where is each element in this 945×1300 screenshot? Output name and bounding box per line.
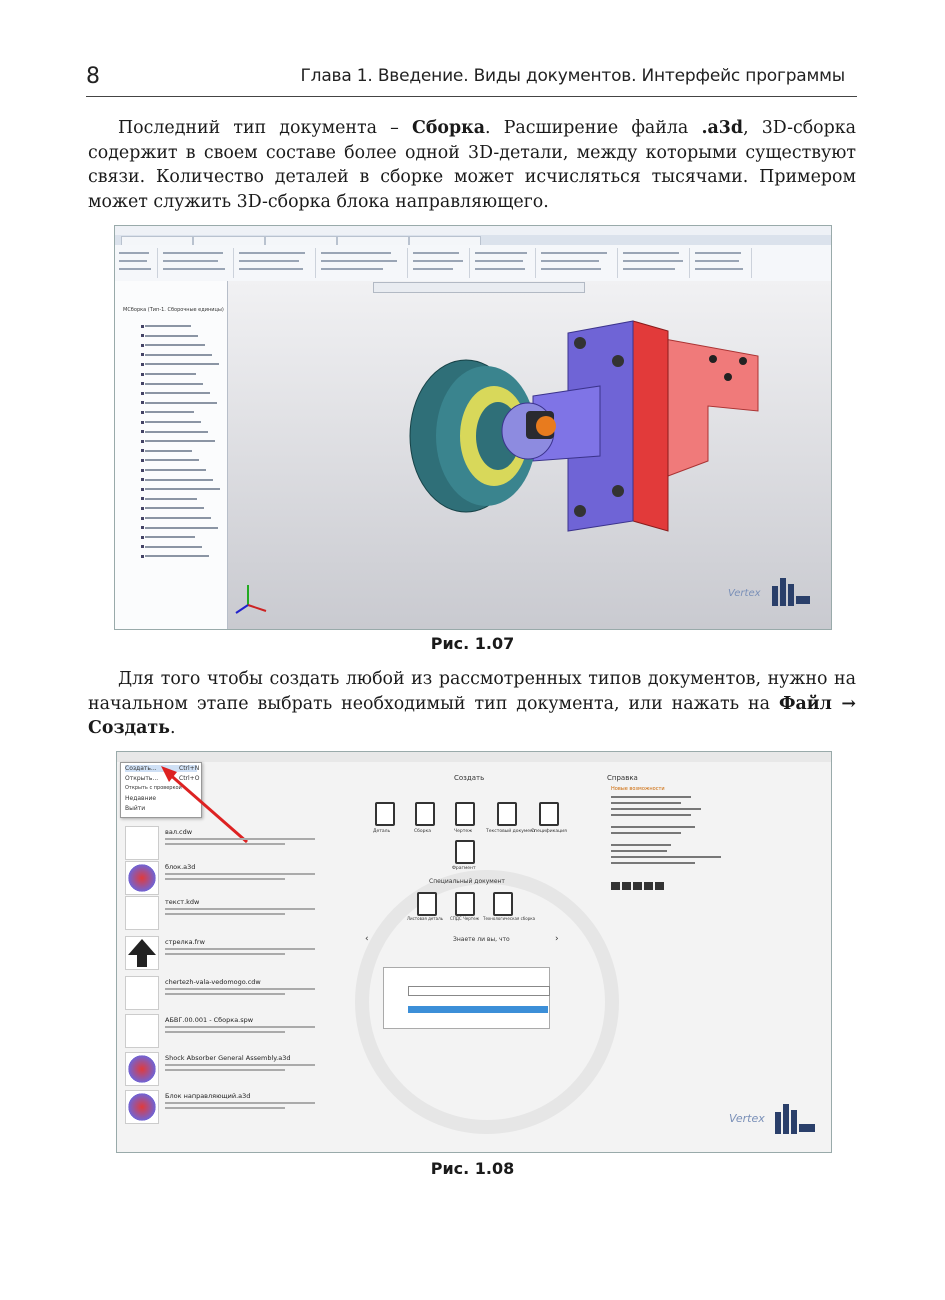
tree-node[interactable] bbox=[145, 354, 212, 356]
tree-node[interactable] bbox=[145, 459, 199, 461]
tree-node-icon bbox=[141, 334, 144, 337]
create-title: Создать bbox=[454, 774, 485, 782]
tree-node-icon bbox=[141, 507, 144, 510]
tree-node[interactable] bbox=[145, 507, 204, 509]
doc-type-label: Деталь bbox=[373, 829, 391, 834]
tree-node-icon bbox=[141, 421, 144, 424]
assembly-model bbox=[228, 281, 831, 629]
tip-illustration bbox=[383, 967, 550, 1029]
menu-recent[interactable]: Недавние bbox=[125, 795, 157, 802]
tree-node-icon bbox=[141, 440, 144, 443]
tree-node-icon bbox=[141, 526, 144, 529]
doc-type-label: Фрагмент bbox=[452, 866, 476, 871]
tree-node-icon bbox=[141, 449, 144, 452]
3d-viewport[interactable] bbox=[228, 281, 831, 629]
figure2-caption: Рис. 1.08 bbox=[430, 1159, 515, 1178]
tree-node[interactable] bbox=[145, 335, 198, 337]
assembly-doc-icon[interactable] bbox=[415, 802, 435, 826]
vertex-logo-text: Vertex bbox=[729, 1112, 765, 1125]
chapter-title: Глава 1. Введение. Виды документов. Интерфейс программы bbox=[300, 66, 845, 86]
tree-node-icon bbox=[141, 325, 144, 328]
tree-node[interactable] bbox=[145, 450, 192, 452]
social-icon[interactable] bbox=[633, 882, 642, 890]
tree-node[interactable] bbox=[145, 411, 194, 413]
tree-node-icon bbox=[141, 353, 144, 356]
shortcut-open: Ctrl+O bbox=[179, 775, 200, 782]
sheet-part-icon[interactable] bbox=[417, 892, 437, 916]
tech-assembly-icon[interactable] bbox=[493, 892, 513, 916]
tree-node-icon bbox=[141, 469, 144, 472]
social-icon[interactable] bbox=[611, 882, 620, 890]
social-icon[interactable] bbox=[655, 882, 664, 890]
tree-node-icon bbox=[141, 517, 144, 520]
tree-node[interactable] bbox=[145, 383, 203, 385]
tree-node-icon bbox=[141, 430, 144, 433]
start-menu-bar bbox=[117, 752, 831, 762]
tree-node-icon bbox=[141, 459, 144, 462]
social-icon[interactable] bbox=[644, 882, 653, 890]
tree-node[interactable] bbox=[145, 440, 215, 442]
tree-node[interactable] bbox=[145, 431, 208, 433]
spds-icon[interactable] bbox=[455, 892, 475, 916]
tree-node-icon bbox=[141, 411, 144, 414]
tree-node-icon bbox=[141, 392, 144, 395]
tree-node-icon bbox=[141, 488, 144, 491]
social-icon[interactable] bbox=[622, 882, 631, 890]
doc-type-label: Сборка bbox=[414, 829, 432, 834]
shortcut-new: Ctrl+N bbox=[179, 765, 200, 772]
paragraph-assembly: Последний тип документа – Сборка. Расширение файла .a3d, 3D-сборка содержит в своем составе более одной 3D-детали, между которыми существуют связи. Количество деталей в сборке может исчисляться тысячами. Примером может служить 3D-сборка блока направляющего. bbox=[88, 118, 856, 212]
tree-node[interactable] bbox=[145, 536, 195, 538]
orange-cap bbox=[536, 416, 556, 436]
vertex-logo-icon bbox=[771, 1102, 821, 1138]
tree-node[interactable] bbox=[145, 555, 209, 557]
menu-exit[interactable]: Выйти bbox=[125, 805, 146, 812]
tree-node[interactable] bbox=[145, 498, 197, 500]
tree-node[interactable] bbox=[145, 344, 205, 346]
tree-root[interactable]: МСборка (Тип-1. Сборочные единицы) bbox=[123, 307, 224, 313]
axis-triad bbox=[232, 581, 272, 621]
special-type-label: СПДС Чертеж bbox=[450, 916, 480, 921]
tips-next-button[interactable]: › bbox=[555, 934, 559, 944]
special-type-label: Технологическая сборка bbox=[483, 916, 536, 921]
figure-start-page: Создать... Ctrl+N Открыть... Ctrl+O Открыть с проверкой Недавние Выйти вал.cdw блок.a3d текст.kdw стрелка.frw chertezh-vala-vedomogo.cdw АБВГ.00.001 - Сборка.spw Shock Absorber General Assembly.a3d Блок направляющий.a3d Создать Деталь Сборка Чертеж Текстовый документ Спецификация Фрагмент Специальный документ Листовая деталь СПДС Чертеж Технологическая сборка Знаете ли вы, что ‹ › Справка Новые возможности Vertex bbox=[116, 751, 832, 1153]
tree-node-icon bbox=[141, 382, 144, 385]
tips-prev-button[interactable]: ‹ bbox=[365, 934, 369, 944]
tree-node-icon bbox=[141, 478, 144, 481]
doc-type-label: Спецификация bbox=[531, 829, 567, 834]
vertex-logo-icon bbox=[768, 576, 812, 610]
tree-node[interactable] bbox=[145, 488, 220, 490]
doc-type-label: Чертеж bbox=[454, 829, 473, 834]
tree-node-icon bbox=[141, 555, 144, 558]
menu-open-check[interactable]: Открыть с проверкой bbox=[125, 785, 182, 791]
menu-open[interactable]: Открыть... bbox=[125, 775, 159, 782]
spec-doc-icon[interactable] bbox=[539, 802, 559, 826]
tree-node-icon bbox=[141, 545, 144, 548]
tips-title: Знаете ли вы, что bbox=[453, 936, 510, 943]
tree-node-icon bbox=[141, 344, 144, 347]
tree-node[interactable] bbox=[145, 527, 218, 529]
figure-assembly-screenshot bbox=[114, 225, 832, 630]
tree-node-icon bbox=[141, 363, 144, 366]
red-plate bbox=[633, 321, 668, 531]
tree-node-icon bbox=[141, 497, 144, 500]
header-rule bbox=[86, 96, 857, 97]
figure1-caption: Рис. 1.07 bbox=[430, 634, 515, 653]
model-tree-panel bbox=[115, 281, 228, 629]
paragraph-create: Для того чтобы создать любой из рассмотренных типов документов, нужно на начальном этапе выбрать необходимый тип документа, или нажать на Файл → Создать. bbox=[88, 669, 857, 738]
menu-create[interactable]: Создать... bbox=[125, 765, 197, 772]
ribbon-toolbar bbox=[115, 245, 831, 282]
doc-type-label: Текстовый документ bbox=[486, 829, 536, 834]
tree-node[interactable] bbox=[145, 392, 210, 394]
tree-node[interactable] bbox=[145, 479, 213, 481]
tree-node[interactable] bbox=[145, 517, 211, 519]
tree-node-icon bbox=[141, 401, 144, 404]
tree-node[interactable] bbox=[145, 421, 201, 423]
tree-node-icon bbox=[141, 536, 144, 539]
tree-node-icon bbox=[141, 373, 144, 376]
tree-node[interactable] bbox=[145, 469, 206, 471]
vertex-logo-text: Vertex bbox=[728, 588, 761, 599]
tree-node[interactable] bbox=[145, 373, 196, 375]
text-doc-icon[interactable] bbox=[497, 802, 517, 826]
tree-node[interactable] bbox=[145, 325, 191, 327]
special-title: Специальный документ bbox=[429, 878, 505, 885]
tree-node[interactable] bbox=[145, 402, 217, 404]
help-title: Справка bbox=[607, 774, 638, 782]
drawing-doc-icon[interactable] bbox=[455, 802, 475, 826]
special-type-label: Листовая деталь bbox=[407, 916, 443, 921]
document-tabs bbox=[115, 235, 831, 245]
red-arrow bbox=[147, 762, 267, 862]
help-new[interactable]: Новые возможности bbox=[611, 786, 665, 792]
tree-node[interactable] bbox=[145, 363, 219, 365]
part-doc-icon[interactable] bbox=[375, 802, 395, 826]
page-number: 8 bbox=[86, 64, 100, 89]
tree-node[interactable] bbox=[145, 546, 202, 548]
fragment-doc-icon[interactable] bbox=[455, 840, 475, 864]
